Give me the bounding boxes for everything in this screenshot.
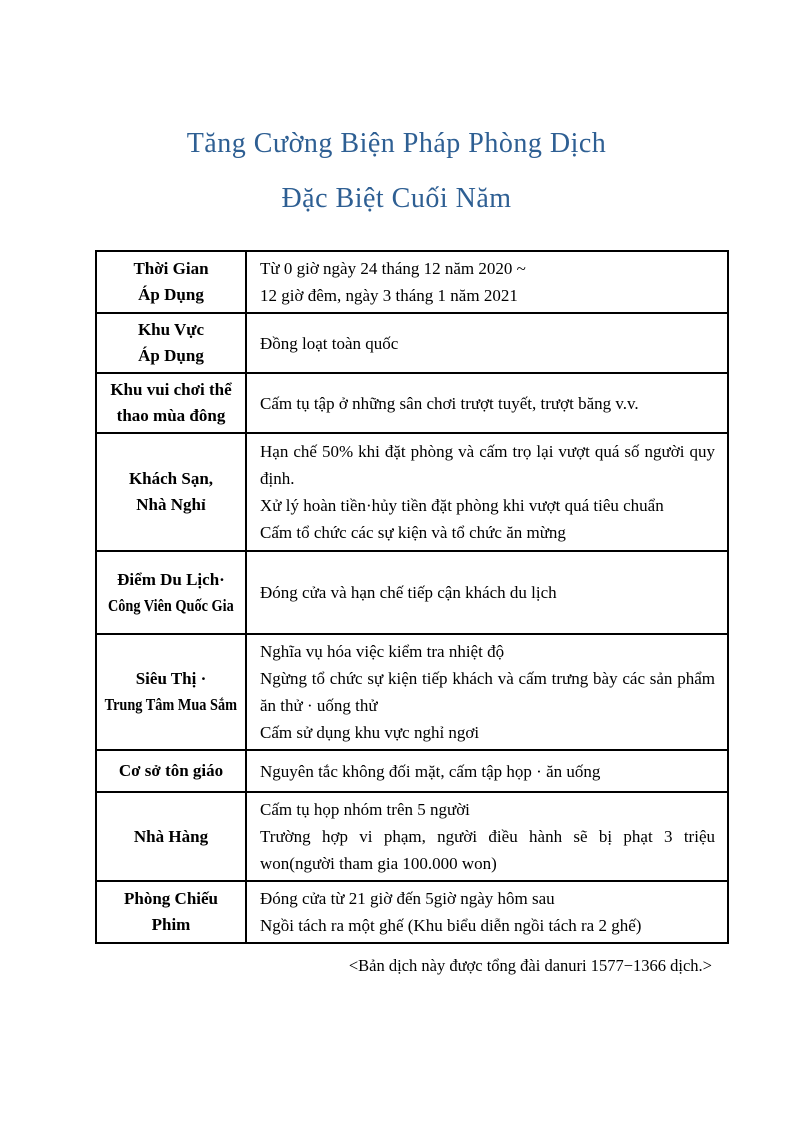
row-header-line: Khách Sạn, <box>128 469 214 488</box>
row-header-religious <box>97 751 247 791</box>
table-row-winter-sports <box>97 372 727 432</box>
row-header-line: Nhà Nghỉ <box>136 495 206 514</box>
content-line: Hạn chế 50% khi đặt phòng và cấm trọ lại vượt quá số người quy định. <box>260 442 715 488</box>
table-row-time <box>97 252 727 312</box>
row-header-line: Cơ sở tôn giáo <box>118 761 224 780</box>
row-header-line: Áp Dụng <box>138 285 204 304</box>
content-line: Cấm sử dụng khu vực nghỉ ngơi <box>260 723 480 742</box>
row-header-line: Áp Dụng <box>138 346 204 365</box>
content-line: Xử lý hoàn tiền·hủy tiền đặt phòng khi vượt quá tiêu chuẩn <box>260 496 664 515</box>
row-content-area <box>247 314 727 372</box>
row-content-time <box>247 252 727 312</box>
row-header-line: Phim <box>151 915 191 934</box>
row-header-supermarkets <box>97 635 247 749</box>
row-header-tourist-sites <box>97 552 247 633</box>
row-content-tourist-sites <box>247 552 727 633</box>
row-content-religious <box>247 751 727 791</box>
row-header-line: Khu vui chơi thể <box>110 380 232 399</box>
row-header-hotels <box>97 434 247 550</box>
row-header-line: Siêu Thị · <box>135 669 207 688</box>
row-content-cinemas <box>247 882 727 942</box>
content-line: Cấm tụ họp nhóm trên 5 người <box>260 800 470 819</box>
row-header-line: Khu Vực <box>137 320 205 339</box>
row-header-line: Công Viên Quốc Gia <box>108 595 234 615</box>
row-header-line: Trung Tâm Mua Sắm <box>104 695 238 714</box>
content-line: Nghĩa vụ hóa việc kiểm tra nhiệt độ <box>260 642 505 661</box>
table-row-restaurants <box>97 791 727 880</box>
content-line: 12 giờ đêm, ngày 3 tháng 1 năm 2021 <box>260 286 518 305</box>
content-line: Cấm tụ tập ở những sân chơi trượt tuyết, trượt băng v.v. <box>260 393 639 413</box>
row-header-winter-sports <box>97 374 247 432</box>
row-header-cinemas <box>97 882 247 942</box>
row-header-line: Phòng Chiếu <box>124 889 218 908</box>
translation-credit-note: <Bản dịch này được tổng đài danuri 1577−1366 dịch.> <box>348 956 712 975</box>
content-line: Nguyên tắc không đối mặt, cấm tập họp · ăn uống <box>260 761 601 781</box>
row-content-restaurants <box>247 793 727 880</box>
row-header-line: thao mùa đông <box>116 406 226 425</box>
document-title-line2: Đặc Biệt Cuối Năm <box>281 183 512 214</box>
content-line: Đóng cửa và hạn chế tiếp cận khách du lịch <box>260 583 557 602</box>
row-header-line: Nhà Hàng <box>133 826 209 846</box>
table-row-area <box>97 312 727 372</box>
table-row-tourist-sites <box>97 550 727 633</box>
content-line: Trường hợp vi phạm, người điều hành sẽ bị phạt 3 triệu won(người tham gia 100.000 won) <box>260 827 715 873</box>
row-content-winter-sports <box>247 374 727 432</box>
content-line: Ngồi tách ra một ghế (Khu biểu diễn ngồi tách ra 2 ghế) <box>260 916 642 935</box>
content-line: Đóng cửa từ 21 giờ đến 5giờ ngày hôm sau <box>260 889 555 908</box>
measures-table <box>95 250 729 944</box>
row-header-restaurants <box>97 793 247 880</box>
content-line: Từ 0 giờ ngày 24 tháng 12 năm 2020 ~ <box>260 259 526 278</box>
table-row-religious <box>97 749 727 791</box>
row-header-time <box>97 252 247 312</box>
row-content-hotels <box>247 434 727 550</box>
content-line: Đồng loạt toàn quốc <box>260 333 399 353</box>
table-row-cinemas <box>97 880 727 942</box>
row-header-line: Điểm Du Lịch· <box>117 569 225 589</box>
document-title-line1: Tăng Cường Biện Pháp Phòng Dịch <box>186 128 607 159</box>
row-header-line: Thời Gian <box>133 259 209 278</box>
table-row-hotels <box>97 432 727 550</box>
content-line: Ngừng tổ chức sự kiện tiếp khách và cấm trưng bày các sản phẩm ăn thử · uống thử <box>260 669 715 715</box>
row-header-area <box>97 314 247 372</box>
content-line: Cấm tổ chức các sự kiện và tổ chức ăn mừng <box>260 523 566 542</box>
row-content-supermarkets <box>247 635 727 749</box>
table-row-supermarkets <box>97 633 727 749</box>
